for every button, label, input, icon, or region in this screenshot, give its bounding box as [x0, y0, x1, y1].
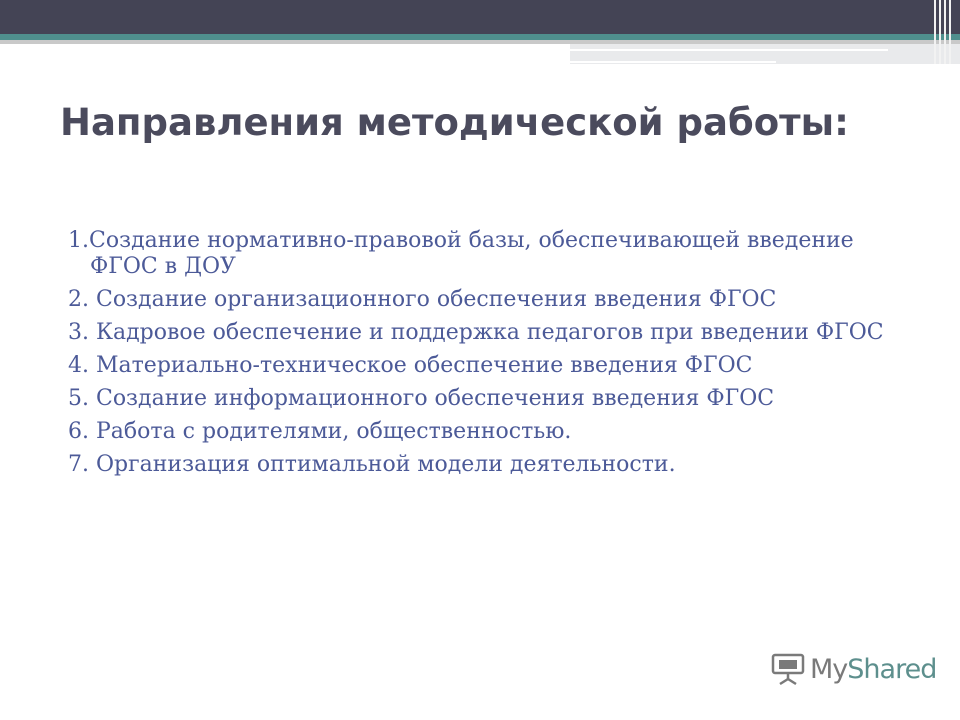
- header-vertical-lines: [934, 0, 954, 64]
- header-rule-short: [570, 61, 776, 63]
- watermark: [770, 652, 936, 686]
- watermark-brand: MyShared: [810, 653, 937, 685]
- list-item: 3. Кадровое обеспечение и поддержка педагогов при введении ФГОС: [68, 320, 884, 345]
- header-bar-dark: [0, 0, 960, 34]
- list-item: 5. Создание информационного обеспечения введения ФГОС: [68, 386, 775, 411]
- header-rule-long: [570, 49, 888, 51]
- presentation-screen-icon: [770, 652, 806, 686]
- list-item: 7. Организация оптимальной модели деятельности.: [68, 452, 676, 477]
- slide-title: Направления методической работы:: [60, 101, 849, 144]
- list-item: 2. Создание организационного обеспечения введения ФГОС: [68, 287, 777, 312]
- methodical-work-list: [68, 228, 898, 485]
- list-item: 4. Материально-техническое обеспечение введения ФГОС: [68, 353, 753, 378]
- list-item: 1.Создание нормативно-правовой базы, обеспечивающей введение ФГОС в ДОУ: [68, 228, 854, 279]
- list-item: 6. Работа с родителями, общественностью.: [68, 419, 572, 444]
